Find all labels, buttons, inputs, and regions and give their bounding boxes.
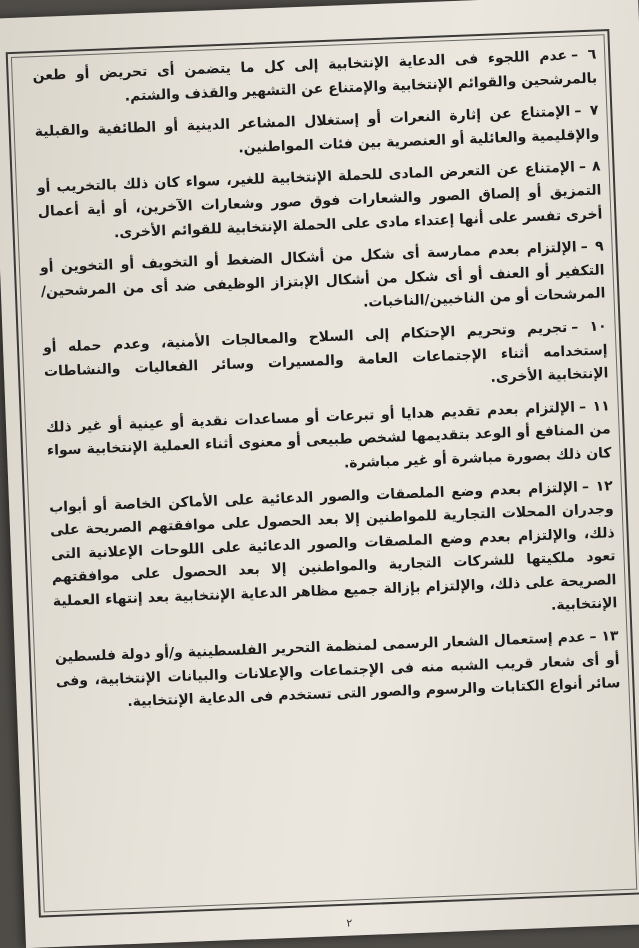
clause-number: ٧ – xyxy=(573,102,599,120)
document-body xyxy=(32,44,621,718)
clause-11 xyxy=(46,395,612,487)
page-number: ٢ xyxy=(346,916,353,930)
clause-text: تجريم وتحريم الإحتكام إلى السلاح والمعالجات الأمنية، وعدم حمله أو إستخدامه أثناء الإجتماعات العامة والمسيرات وسائر الفعاليات والنشاطات الإنتخابية الأخرى. xyxy=(42,319,609,386)
clause-text: عدم اللجوء فى الدعاية الإنتخابية إلى كل ما يتضمن أى تحريض أو طعن بالمرشحين والقوائم الإنتخابية والإمتناع عن التشهير والقذف والشتم. xyxy=(32,47,598,105)
clause-text: الإلتزام بعدم تقديم هدايا أو تبرعات أو مساعدات نقدية أو عينية أو غير ذلك من المنافع أو الوعد بتقديمها لشخص طبيعى أو معنوى أثناء العملية الإنتخابية سواء كان ذلك بصورة مباشرة أو غير مباشرة. xyxy=(45,399,612,472)
clause-number: ٨ – xyxy=(578,158,601,176)
clause-text: الإلتزام بعدم ممارسة أى شكل من أشكال الضغط أو التخويف أو التخوين أو التكفير أو العنف أو أى شكل من أشكال الإبتزاز الوظيفى ضد أى من المرشحين/المرشحات أو من الناخبين/الناخبات. xyxy=(39,239,606,312)
clause-number: ١٢ – xyxy=(581,477,614,495)
clause-number: ٩ – xyxy=(580,238,604,256)
clause-number: ١٣ – xyxy=(589,628,619,646)
clause-12 xyxy=(49,475,618,638)
clause-text: الإمتناع عن التعرض المادى للحملة الإنتخابية للغير، سواء كان ذلك بالتخريب أو التمزيق أو إلصاق الصور والشعارات فوق صور وشعارات الآخرين، أو أية أعمال أخرى تفسر على أنها إعتداء مادى على الحملة الإنتخابية للقوائم الأخرى. xyxy=(36,159,603,241)
clause-10 xyxy=(43,315,609,407)
clause-text: الإلتزام بعدم وضع الملصقات والصور الدعائية على الأماكن الخاصة أو أبواب وجدران المحلات التجارية للمواطنين إلا بعد الحصول على موافقتهم الصريحة على ذلك، والإلتزام بعدم وضع الملصقات والصور الدعائية على اللوحات الإعلانية التى تعود ملكيتها للشركات التجارية والمواطنين إلا بعد الحصول على موافقتهم الصريحة على ذلك، والإلتزام بإزالة جميع مظاهر الدعاية الإنتخابية بعد إنتهاء العملية الإنتخابية. xyxy=(48,479,618,615)
clause-number: ١١ – xyxy=(578,398,611,416)
clause-number: ٦ – xyxy=(570,46,597,64)
clause-text: عدم إستعمال الشعار الرسمى لمنظمة التحرير الفلسطينية و/أو دولة فلسطين أو أى شعار قريب الشبه منه فى الإجتماعات والإعلانات والبيانات الإنتخابية، وفى سائر أنواع الكتابات والرسوم والصور التى تستخدم فى الدعاية الإنتخابية. xyxy=(54,629,621,711)
clause-number: ١٠ – xyxy=(570,318,607,336)
clause-text: الإمتناع عن إثارة النعرات أو إستغلال المشاعر الدينية أو الطائفية والقبلية والإقليمية والعائلية أو العنصرية بين فئات المواطنين. xyxy=(34,103,600,157)
clause-8 xyxy=(37,156,603,248)
clause-9 xyxy=(40,236,606,328)
